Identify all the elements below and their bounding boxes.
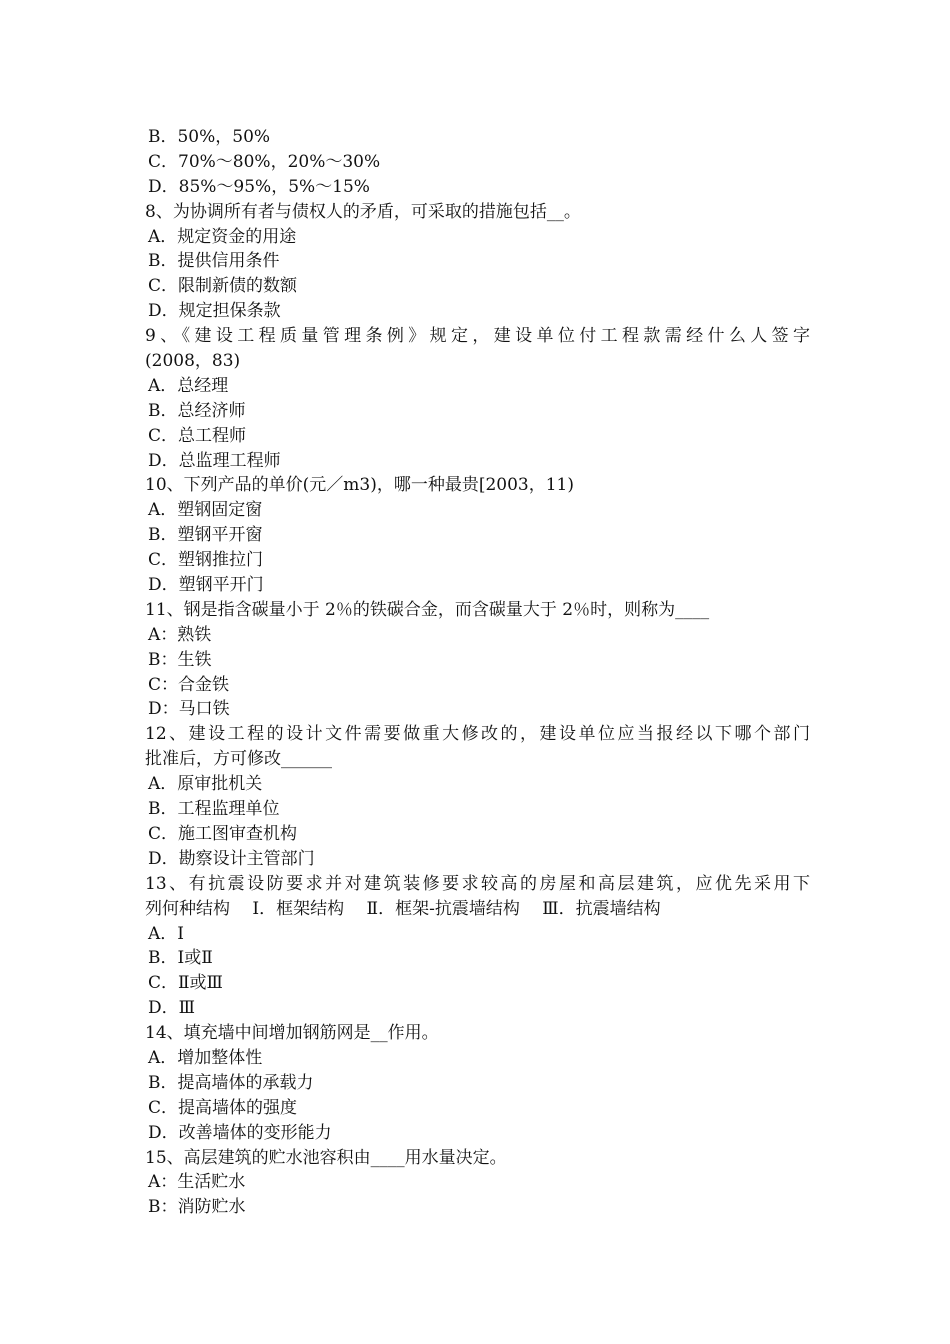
question-text: 13、有抗震设防要求并对建筑装修要求较高的房屋和高层建筑，应优先采用下 [145, 873, 810, 894]
answer-option: C：合金铁 [148, 674, 230, 695]
answer-option: C．Ⅱ或Ⅲ [148, 973, 223, 994]
answer-option: D．改善墙体的变形能力 [148, 1122, 332, 1143]
answer-option: B．工程监理单位 [148, 799, 280, 820]
answer-option: C．总工程师 [148, 425, 247, 446]
answer-option: D．规定担保条款 [148, 301, 281, 322]
answer-option: D．85%～95%，5%～15% [148, 176, 370, 197]
document-body [145, 125, 810, 1220]
answer-option: B．总经济师 [148, 400, 246, 421]
answer-option: B．Ⅰ或Ⅱ [148, 948, 213, 969]
answer-option: B．提高墙体的承载力 [148, 1072, 314, 1093]
answer-option: A．Ⅰ [148, 923, 184, 944]
answer-option: D：马口铁 [148, 699, 230, 720]
answer-option: B．塑钢平开窗 [148, 525, 263, 546]
answer-option: D．勘察设计主管部门 [148, 848, 315, 869]
question-text: 10、下列产品的单价(元／m3)，哪一种最贵[2003，11) [145, 475, 574, 496]
answer-option: B：生铁 [148, 649, 212, 670]
answer-option: C．塑钢推拉门 [148, 550, 264, 571]
answer-option: C．提高墙体的强度 [148, 1097, 298, 1118]
answer-option: C．施工图审查机构 [148, 823, 298, 844]
answer-option: A：生活贮水 [148, 1172, 246, 1193]
answer-option: D．Ⅲ [148, 998, 196, 1019]
answer-option: C．70%～80%，20%～30% [148, 151, 381, 172]
answer-option: B．提供信用条件 [148, 251, 280, 272]
question-text: 14、填充墙中间增加钢筋网是__作用。 [145, 1023, 439, 1044]
answer-option: A．原审批机关 [148, 774, 263, 795]
question-text: 12、建设工程的设计文件需要做重大修改的，建设单位应当报经以下哪个部门 [145, 724, 810, 745]
answer-option: D．塑钢平开门 [148, 575, 264, 596]
question-text: 11、钢是指含碳量小于 2％的铁碳合金，而含碳量大于 2％时，则称为____ [145, 599, 710, 620]
question-text: 8、为协调所有者与债权人的矛盾，可采取的措施包括__。 [145, 201, 581, 222]
answer-option: C．限制新债的数额 [148, 276, 298, 297]
answer-option: A．总经理 [148, 375, 229, 396]
question-text: (2008，83) [145, 351, 241, 372]
answer-option: D．总监理工程师 [148, 450, 281, 471]
answer-option: A．塑钢固定窗 [148, 500, 263, 521]
answer-option: A：熟铁 [148, 624, 212, 645]
question-text: 15、高层建筑的贮水池容积由____用水量决定。 [145, 1147, 507, 1168]
answer-option: B：消防贮水 [148, 1197, 246, 1218]
question-text: 列何种结构 Ⅰ．框架结构 Ⅱ．框架-抗震墙结构 Ⅲ．抗震墙结构 [145, 898, 661, 919]
question-text: 9、《建设工程质量管理条例》规定，建设单位付工程款需经什么人签字 [145, 326, 810, 347]
answer-option: A．规定资金的用途 [148, 226, 297, 247]
answer-option: A．增加整体性 [148, 1047, 263, 1068]
answer-option: B．50%，50% [148, 127, 271, 147]
question-text: 批准后，方可修改______ [145, 749, 332, 770]
